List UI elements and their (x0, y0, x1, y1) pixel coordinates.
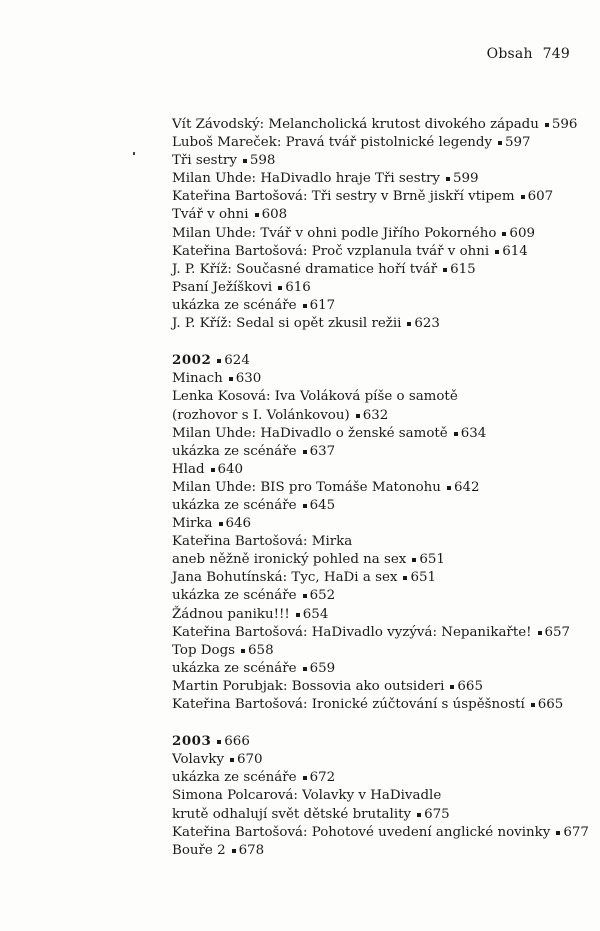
toc-entry-title: J. P. Kříž: Sedal si opět zkusil režii (172, 316, 402, 332)
toc-entry (172, 134, 582, 152)
toc-entry-title: 2002 (172, 352, 212, 369)
toc-year-heading (172, 732, 582, 751)
bullet-icon (303, 667, 307, 671)
toc-entry-page: 645 (309, 497, 336, 513)
toc-entry-page: 614 (502, 243, 528, 259)
toc-entry (172, 751, 582, 769)
bullet-icon (217, 359, 221, 363)
toc-entry-page: 640 (217, 461, 244, 477)
toc-entry-title: Martin Porubjak: Bossovia ako outsideri (172, 678, 445, 694)
toc-entry-page: 597 (505, 135, 531, 151)
bullet-icon (303, 304, 307, 308)
toc-entry (172, 569, 582, 587)
bullet-icon (230, 758, 234, 762)
bullet-icon (243, 159, 247, 163)
toc-entry-title: Mirka (172, 516, 213, 532)
toc-entry-title: ukázka ze scénáře (172, 588, 297, 604)
toc-entry-title: Psaní Ježíškovi (172, 279, 273, 295)
toc-entry-title: J. P. Kříž: Současné dramatice hoří tvář (172, 261, 438, 277)
toc-entry-title: Vít Závodský: Melancholická krutost divokého západu (172, 117, 539, 132)
toc-entry-title: Lenka Kosová: Iva Voláková píše o samotě (172, 389, 458, 405)
toc-entry-page: 672 (309, 770, 336, 786)
toc-entry-title: krutě odhalují svět dětské brutality (172, 806, 412, 822)
toc-entry (172, 842, 582, 860)
toc-entry-title: Milan Uhde: BIS pro Tomáše Matonohu (172, 479, 441, 495)
bullet-icon (219, 522, 223, 526)
toc-entry-title: Jana Bohutínská: Tyc, HaDi a sex (172, 570, 398, 586)
toc-entry-title: aneb něžně ironický pohled na sex (172, 552, 407, 568)
section-gap (172, 333, 582, 351)
toc-entry (172, 206, 582, 224)
toc-entry (172, 824, 589, 842)
toc-entry (172, 624, 582, 642)
toc-entry-title: ukázka ze scénáře (172, 443, 297, 459)
toc-entry-page: 665 (457, 678, 483, 694)
toc-entry (172, 696, 582, 714)
toc-entry (172, 243, 582, 261)
toc-entry-page: 654 (302, 606, 329, 622)
bullet-icon (498, 141, 502, 145)
bullet-icon (232, 849, 236, 853)
toc-entry (172, 225, 582, 243)
toc-entry (172, 370, 582, 388)
bullet-icon (211, 468, 215, 472)
bullet-icon (407, 322, 411, 326)
toc-entry (172, 425, 582, 443)
toc-entry (172, 261, 582, 279)
toc-entry-page: 651 (410, 570, 436, 586)
toc-entry-page: 598 (249, 153, 276, 169)
running-header (487, 46, 570, 62)
bullet-icon (454, 432, 458, 436)
toc-entry (172, 806, 582, 824)
toc-entry-title: Hlad (172, 461, 205, 477)
bullet-icon (278, 286, 282, 290)
toc-entry (172, 678, 582, 696)
toc-entry-title: ukázka ze scénáře (172, 770, 297, 786)
toc-entry-title: Luboš Mareček: Pravá tvář pistolnické legendy (172, 135, 493, 151)
scan-speck (133, 152, 135, 155)
toc-entry (172, 443, 582, 461)
toc-entry-page: 617 (309, 297, 336, 313)
toc-entry (172, 279, 582, 297)
toc-entry-title: Volavky (172, 752, 225, 768)
toc-entry-title: Kateřina Bartošová: HaDivadlo vyzývá: Nepanikařte! (172, 624, 532, 640)
bullet-icon (356, 414, 360, 418)
toc-entry-page: 624 (224, 353, 250, 369)
toc-entry-title: Žádnou paniku!!! (172, 606, 290, 622)
toc-entry-page: 670 (237, 752, 263, 768)
toc-entry (172, 660, 582, 678)
toc-entry-page: 616 (285, 279, 311, 295)
toc-entry-page: 665 (537, 697, 564, 712)
bullet-icon (531, 703, 535, 707)
toc-entry (172, 407, 582, 425)
toc-entry-page: 609 (509, 225, 535, 241)
toc-entry (172, 116, 582, 134)
toc-entry-title: Milan Uhde: Tvář v ohni podle Jiřího Pokorného (172, 225, 497, 241)
toc-entry-page: 615 (450, 261, 476, 277)
page-number: 749 (542, 46, 570, 62)
toc-entry (172, 533, 582, 551)
toc-entry-page: 634 (460, 425, 487, 441)
bullet-icon (502, 232, 506, 236)
toc-entry (172, 606, 582, 624)
bullet-icon (229, 377, 233, 381)
table-of-contents (172, 116, 589, 860)
toc-entry-title: (rozhovor s I. Volánkovou) (172, 407, 350, 423)
bullet-icon (447, 486, 451, 490)
toc-entry-title: Bouře 2 (172, 842, 226, 858)
toc-entry-page: 599 (452, 171, 479, 187)
toc-entry (172, 515, 582, 533)
bullet-icon (545, 123, 549, 127)
toc-entry (172, 188, 582, 206)
section-gap (172, 714, 582, 732)
toc-entry-page: 630 (235, 371, 262, 387)
toc-entry (172, 642, 582, 660)
toc-entry-page: 675 (424, 806, 450, 822)
toc-entry (172, 551, 582, 569)
toc-entry (172, 388, 582, 406)
toc-entry-page: 658 (248, 642, 274, 658)
toc-entry-page: 596 (551, 117, 578, 132)
toc-entry-page: 632 (362, 407, 389, 423)
bullet-icon (538, 631, 542, 635)
toc-entry-title: ukázka ze scénáře (172, 297, 297, 313)
toc-entry-page: 678 (238, 842, 265, 858)
bullet-icon (450, 685, 454, 689)
toc-year-heading (172, 351, 582, 370)
toc-entry-title: Tvář v ohni (172, 207, 249, 223)
toc-entry (172, 769, 582, 787)
bullet-icon (521, 195, 525, 199)
toc-entry-page: 666 (224, 734, 250, 750)
bullet-icon (303, 450, 307, 454)
bullet-icon (217, 740, 221, 744)
bullet-icon (303, 504, 307, 508)
toc-entry-title: Kateřina Bartošová: Mirka (172, 534, 353, 550)
bullet-icon (443, 268, 447, 272)
bullet-icon (495, 250, 499, 254)
toc-entry (172, 170, 582, 188)
toc-entry-page: 659 (309, 660, 336, 676)
toc-entry-page: 646 (225, 516, 252, 532)
toc-entry-page: 677 (563, 824, 589, 840)
bullet-icon (417, 813, 421, 817)
toc-entry-title: Tři sestry (172, 153, 237, 169)
toc-entry-title: Milan Uhde: HaDivadlo o ženské samotě (172, 425, 448, 441)
toc-entry-page: 608 (261, 207, 288, 223)
section-title: Obsah (486, 46, 533, 62)
toc-entry-title: Kateřina Bartošová: Tři sestry v Brně jiskří vtipem (172, 189, 515, 205)
toc-entry (172, 315, 582, 333)
bullet-icon (255, 213, 259, 217)
toc-entry-page: 657 (544, 624, 571, 640)
toc-entry-page: 642 (453, 479, 480, 495)
toc-entry-page: 651 (419, 552, 445, 568)
toc-entry (172, 479, 582, 497)
toc-entry-page: 637 (309, 443, 336, 459)
bullet-icon (241, 649, 245, 653)
toc-entry-page: 607 (527, 189, 554, 205)
toc-entry (172, 297, 582, 315)
toc-entry (172, 587, 582, 605)
toc-entry (172, 152, 582, 170)
bullet-icon (412, 558, 416, 562)
toc-entry (172, 461, 582, 479)
toc-entry-title: 2003 (172, 733, 212, 750)
bullet-icon (303, 594, 307, 598)
toc-entry-title: Top Dogs (172, 642, 236, 658)
toc-entry-page: 652 (309, 588, 336, 604)
toc-entry-title: ukázka ze scénáře (172, 497, 297, 513)
toc-entry (172, 497, 582, 515)
bullet-icon (403, 576, 407, 580)
toc-entry-title: Milan Uhde: HaDivadlo hraje Tři sestry (172, 171, 440, 187)
bullet-icon (303, 776, 307, 780)
bullet-icon (446, 177, 450, 181)
bullet-icon (296, 613, 300, 617)
toc-entry-title: ukázka ze scénáře (172, 660, 297, 676)
toc-entry-title: Kateřina Bartošová: Ironické zúčtování s úspěšností (172, 697, 525, 712)
bullet-icon (556, 831, 560, 835)
toc-entry-title: Kateřina Bartošová: Pohotové uvedení anglické novinky (172, 824, 551, 840)
toc-entry-title: Kateřina Bartošová: Proč vzplanula tvář v ohni (172, 243, 490, 259)
toc-entry-page: 623 (414, 316, 440, 332)
toc-entry (172, 787, 582, 805)
toc-entry-title: Simona Polcarová: Volavky v HaDivadle (172, 788, 442, 804)
toc-entry-title: Minach (172, 371, 223, 387)
